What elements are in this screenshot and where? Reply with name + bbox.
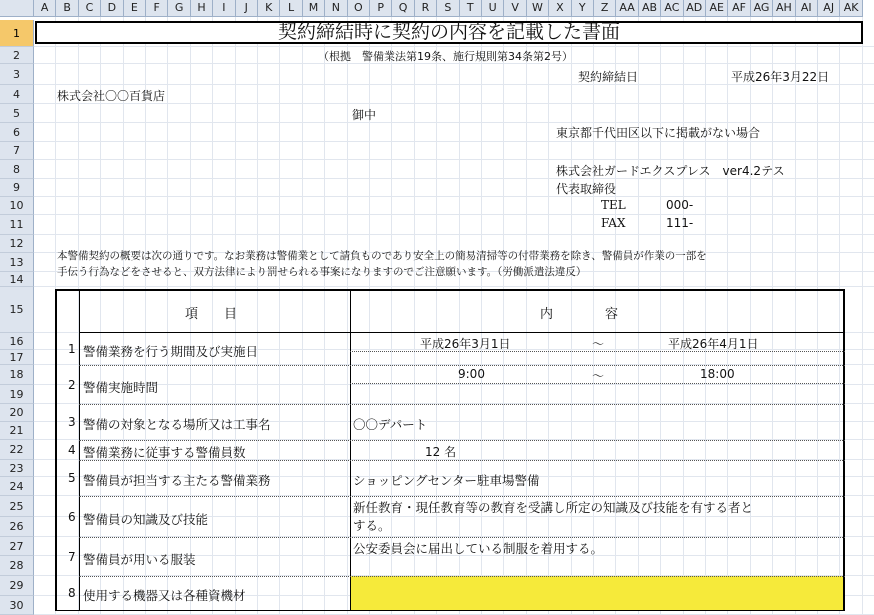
gridline-col	[727, 17, 728, 615]
row-header-9[interactable]: 9	[0, 179, 34, 197]
table-right-border	[843, 289, 845, 610]
item-number: 4	[68, 443, 76, 457]
item-label: 警備業務を行う期間及び実施日	[83, 344, 259, 359]
column-header-d[interactable]: D	[101, 0, 123, 17]
item-number: 8	[68, 586, 76, 600]
table-divider	[79, 460, 845, 461]
table-divider	[350, 383, 845, 384]
item-number: 3	[68, 415, 76, 429]
column-header-ac[interactable]: AC	[661, 0, 683, 17]
table-header-item: 項 目	[185, 307, 238, 322]
gridline-col	[347, 17, 348, 615]
column-header-w[interactable]: W	[527, 0, 549, 17]
item-content: 新任教育・現任教育等の教育を受講し所定の知識及び技能を有する者と	[353, 500, 754, 515]
table-top-border	[55, 289, 845, 291]
item-from-value: 平成26年3月1日	[420, 337, 511, 351]
gridline-row	[34, 46, 874, 47]
item-number: 2	[68, 377, 76, 392]
highlighted-cell[interactable]	[350, 576, 845, 610]
gridline-col	[503, 17, 504, 615]
column-header-i[interactable]: I	[213, 0, 235, 17]
row-header-29[interactable]: 29	[0, 576, 34, 596]
row-header-3[interactable]: 3	[0, 64, 34, 85]
row-header-2[interactable]: 2	[0, 47, 34, 64]
tel-value: 000-	[666, 198, 694, 212]
column-header-v[interactable]: V	[504, 0, 526, 17]
item-to-value: 18:00	[700, 367, 735, 381]
item-content: 12 名	[425, 445, 457, 459]
column-header-ad[interactable]: AD	[684, 0, 706, 17]
gridline-col	[638, 17, 639, 615]
table-bottom-border	[55, 610, 845, 611]
row-header-13[interactable]: 13	[0, 253, 34, 272]
gridline-col	[436, 17, 437, 615]
column-header-k[interactable]: K	[258, 0, 280, 17]
gridline-col	[750, 17, 751, 615]
contract-date-value: 平成26年3月22日	[731, 70, 830, 84]
item-label: 警備の対象となる場所又は工事名	[83, 417, 271, 432]
column-header-t[interactable]: T	[460, 0, 482, 17]
gridline-col	[817, 17, 818, 615]
column-header-r[interactable]: R	[415, 0, 437, 17]
row-header-22[interactable]: 22	[0, 440, 34, 460]
row-header-11[interactable]: 11	[0, 215, 34, 235]
column-header-h[interactable]: H	[191, 0, 213, 17]
gridline-col	[795, 17, 796, 615]
column-header-f[interactable]: F	[146, 0, 168, 17]
column-header-e[interactable]: E	[124, 0, 146, 17]
table-divider	[79, 576, 845, 577]
gridline-col	[459, 17, 460, 615]
table-divider	[79, 496, 845, 497]
fax-value: 111-	[666, 216, 694, 230]
fax-label: FAX	[601, 216, 626, 230]
item-label: 警備業務に従事する警備員数	[83, 445, 246, 460]
address: 東京都千代田区以下に掲載がない場合	[556, 126, 761, 140]
item-content-continued: する。	[353, 518, 391, 533]
row-header-12[interactable]: 12	[0, 235, 34, 253]
column-header-c[interactable]: C	[79, 0, 101, 17]
item-label: 使用する機器又は各種資機材	[83, 588, 246, 603]
gridline-row	[34, 141, 874, 142]
gridline-row	[34, 286, 874, 287]
item-label: 警備員が用いる服装	[83, 551, 196, 567]
column-header-x[interactable]: X	[549, 0, 571, 17]
row-header-25[interactable]: 25	[0, 496, 34, 517]
column-header-o[interactable]: O	[348, 0, 370, 17]
column-header-ab[interactable]: AB	[639, 0, 661, 17]
table-left-border	[55, 289, 57, 610]
item-content: 〇〇デパート	[353, 417, 428, 432]
row-header-10[interactable]: 10	[0, 197, 34, 215]
gridline-col	[324, 17, 325, 615]
item-number: 7	[68, 549, 76, 564]
gridline-row	[34, 214, 874, 215]
column-header-l[interactable]: L	[280, 0, 302, 17]
gridline-col	[683, 17, 684, 615]
column-header-u[interactable]: U	[482, 0, 504, 17]
legal-basis: （根拠 警備業法第19条、施行規則第34条第2号）	[318, 50, 573, 63]
company-name: 株式会社ガードエクスプレス ver4.2テス	[556, 164, 785, 178]
notice-line-2: 手伝う行為などをさせると、双方法律により罰せられる事案になりますのでご注意願います。（労働派遣法違反）	[57, 266, 587, 278]
row-header-28[interactable]: 28	[0, 556, 34, 576]
gridline-col	[839, 17, 840, 615]
column-header-g[interactable]: G	[168, 0, 190, 17]
column-header-z[interactable]: Z	[594, 0, 616, 17]
row-header-18[interactable]: 18	[0, 365, 34, 385]
column-header-p[interactable]: P	[370, 0, 392, 17]
column-header-ag[interactable]: AG	[751, 0, 773, 17]
row-header-19[interactable]: 19	[0, 385, 34, 404]
table-divider	[79, 404, 845, 405]
item-to-value: 平成26年4月1日	[668, 337, 759, 351]
gridline-col	[279, 17, 280, 615]
tel-label: TEL	[601, 198, 626, 212]
column-header-af[interactable]: AF	[728, 0, 750, 17]
row-header-16[interactable]: 16	[0, 333, 34, 350]
row-header-26[interactable]: 26	[0, 517, 34, 537]
row-header-24[interactable]: 24	[0, 477, 34, 496]
gridline-col	[705, 17, 706, 615]
row-header-8[interactable]: 8	[0, 160, 34, 179]
row-header-15[interactable]: 15	[0, 287, 34, 333]
row-header-7[interactable]: 7	[0, 142, 34, 160]
gridline-row	[34, 122, 874, 123]
contract-date-label: 契約締結日	[578, 70, 639, 84]
column-header-ah[interactable]: AH	[773, 0, 795, 17]
gridline-col	[862, 17, 863, 615]
table-header-content: 内 容	[540, 307, 619, 322]
column-header-ak[interactable]: AK	[840, 0, 862, 17]
item-label: 警備員の知識及び技能	[83, 511, 209, 527]
client-name: 株式会社〇〇百貨店	[57, 89, 166, 103]
gridline-col	[481, 17, 482, 615]
notice-line-1: 本警備契約の概要は次の通りです。なお業務は警備業として請負ものであり安全上の簡易清掃等の付帯業務を除き、警備員が作業の一部を	[57, 250, 707, 262]
gridline-col	[772, 17, 773, 615]
select-all-corner[interactable]	[0, 0, 34, 17]
item-from-value: 9:00	[458, 367, 485, 381]
item-range-separator: ～	[592, 369, 605, 383]
row-header-14[interactable]: 14	[0, 272, 34, 287]
gridline-col	[257, 17, 258, 615]
row-header-1[interactable]: 1	[0, 20, 34, 47]
column-header-y[interactable]: Y	[572, 0, 594, 17]
gridline-col	[302, 17, 303, 615]
item-number: 6	[68, 509, 76, 524]
column-header-a[interactable]: A	[34, 0, 56, 17]
item-label: 警備実施時間	[83, 379, 159, 395]
row-header-27[interactable]: 27	[0, 537, 34, 556]
item-content: 公安委員会に届出している制服を着用する。	[353, 541, 604, 556]
column-header-ae[interactable]: AE	[706, 0, 728, 17]
column-header-q[interactable]: Q	[392, 0, 414, 17]
gridline-row	[34, 384, 874, 385]
column-header-n[interactable]: N	[325, 0, 347, 17]
gridline-row	[34, 196, 874, 197]
item-number: 5	[68, 471, 76, 485]
column-header-s[interactable]: S	[437, 0, 459, 17]
row-header-23[interactable]: 23	[0, 460, 34, 477]
table-no-column-border	[79, 289, 80, 610]
gridline-col	[414, 17, 415, 615]
row-header-4[interactable]: 4	[0, 85, 34, 104]
row-header-20[interactable]: 20	[0, 404, 34, 422]
gridline-row	[34, 234, 874, 235]
gridline-row	[34, 159, 874, 160]
row-header-5[interactable]: 5	[0, 104, 34, 123]
column-header-m[interactable]: M	[303, 0, 325, 17]
table-content-column-border	[350, 289, 351, 610]
column-header-b[interactable]: B	[56, 0, 78, 17]
item-label: 警備員が担当する主たる警備業務	[83, 473, 271, 488]
column-header-ai[interactable]: AI	[796, 0, 818, 17]
page-title[interactable]: 契約締結時に契約の内容を記載した書面	[35, 21, 863, 44]
table-divider	[79, 365, 845, 366]
header-divider	[79, 332, 845, 333]
column-header-aa[interactable]: AA	[616, 0, 638, 17]
item-content: ショッピングセンター駐車場警備	[353, 473, 540, 488]
table-divider	[79, 440, 845, 441]
honorific: 御中	[352, 108, 377, 122]
table-divider	[350, 351, 845, 352]
row-header-30[interactable]: 30	[0, 596, 34, 615]
column-header-aj[interactable]: AJ	[818, 0, 840, 17]
table-divider	[79, 537, 845, 538]
gridline-col	[526, 17, 527, 615]
row-header-21[interactable]: 21	[0, 422, 34, 440]
representative: 代表取締役	[556, 182, 617, 196]
row-header-17[interactable]: 17	[0, 350, 34, 365]
column-header-j[interactable]: J	[236, 0, 258, 17]
gridline-col	[391, 17, 392, 615]
row-header-6[interactable]: 6	[0, 123, 34, 142]
item-range-separator: ～	[592, 337, 605, 351]
gridline-col	[660, 17, 661, 615]
item-number: 1	[68, 342, 76, 356]
